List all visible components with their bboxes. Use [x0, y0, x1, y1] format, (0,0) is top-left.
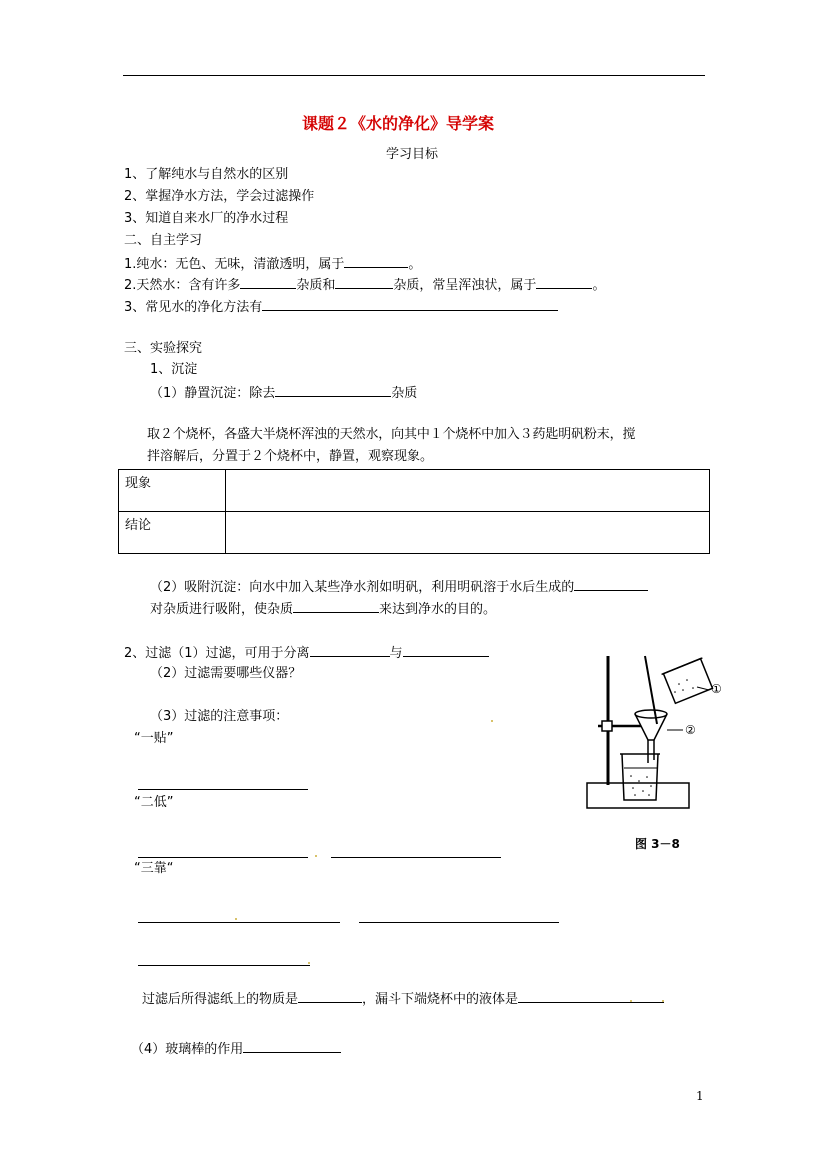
answer-line[interactable]: [138, 857, 308, 858]
procedure-line-2: 拌溶解后，分置于２个烧杯中，静置，观察现象。: [147, 449, 434, 464]
answer-blank[interactable]: [243, 1040, 341, 1053]
adsorption-line-1: [150, 578, 648, 596]
q2-text-c: 杂质，常呈浑浊状，属于: [393, 278, 537, 293]
answer-blank[interactable]: [518, 990, 664, 1003]
static-text-a: （1）静置沉淀：除去: [150, 386, 276, 401]
scan-speck: [662, 1000, 664, 1002]
yitie-label: “一贴”: [134, 731, 174, 746]
page-title: 课题２《水的净化》导学案: [302, 114, 495, 133]
after-text-a: 过滤后所得滤纸上的物质是: [142, 992, 299, 1007]
scan-speck: [315, 855, 317, 857]
answer-blank[interactable]: [403, 644, 489, 657]
q1-end: 。: [408, 257, 422, 272]
sankao-label: “三靠“: [134, 861, 174, 876]
after-text-b: ，漏斗下端烧杯中的液体是: [362, 992, 519, 1007]
objective-1: 1、了解纯水与自然水的区别: [124, 167, 289, 182]
q2-text-b: 杂质和: [296, 278, 336, 293]
funnel-rim: [635, 710, 667, 718]
filter-text-a: 2、过滤（1）过滤，可用于分离: [124, 646, 310, 661]
figure-caption: 图 3－8: [635, 837, 680, 851]
stand-base: [587, 783, 689, 808]
upper-beaker: [663, 659, 712, 704]
static-text-b: 杂质: [391, 386, 418, 401]
objective-2: 2、掌握净水方法，学会过滤操作: [124, 189, 315, 204]
figure-label-2: ②: [685, 723, 696, 737]
conclusion-cell[interactable]: [226, 512, 710, 554]
answer-blank[interactable]: [293, 600, 379, 613]
filtration-apparatus-figure: [575, 650, 715, 860]
answer-blank[interactable]: [262, 298, 558, 311]
answer-blank[interactable]: [335, 276, 393, 289]
answer-blank[interactable]: [240, 276, 296, 289]
objective-3: 3、知道自来水厂的净水过程: [124, 211, 289, 226]
page-number: 1: [696, 1089, 704, 1103]
experiment-heading: 三、实验探究: [124, 341, 203, 356]
adsorb-text-a: （2）吸附沉淀：向水中加入某些净水剂如明矾，利用明矾溶于水后生成的: [150, 580, 575, 595]
answer-line[interactable]: [138, 922, 340, 923]
header-rule: [123, 75, 705, 76]
answer-line[interactable]: [359, 922, 559, 923]
glass-rod-text: （4）玻璃棒的作用: [131, 1042, 244, 1057]
answer-line[interactable]: [138, 965, 310, 966]
answer-blank[interactable]: [298, 990, 362, 1003]
filtration-q3: （3）过滤的注意事项：: [150, 709, 289, 724]
answer-line[interactable]: [331, 857, 501, 858]
observation-table: [118, 469, 710, 554]
adsorb-text-b: 对杂质进行吸附，使杂质: [150, 602, 294, 617]
procedure-line-1: 取２个烧杯，各盛大半烧杯浑浊的天然水，向其中１个烧杯中加入３药匙明矾粉末，搅: [147, 427, 636, 442]
q2-text-d: 。: [592, 278, 606, 293]
filter-text-b: 与: [389, 646, 403, 661]
scan-speck: [308, 962, 310, 964]
scan-speck: [630, 1000, 632, 1002]
q3-text: 3、常见水的净化方法有: [124, 300, 263, 315]
adsorb-text-c: 来达到净水的目的。: [379, 602, 497, 617]
filtration-q1: [124, 644, 489, 662]
figure-label-1: ①: [711, 682, 722, 696]
adsorption-line-2: [150, 600, 496, 618]
answer-blank[interactable]: [275, 384, 391, 397]
sedimentation-heading: 1、沉淀: [150, 362, 198, 377]
objectives-heading: 学习目标: [386, 147, 439, 162]
self-study-q3: [124, 298, 558, 316]
glass-rod-question: [131, 1040, 341, 1058]
self-study-heading: 二、自主学习: [124, 233, 203, 248]
q2-text-a: 2.天然水：含有许多: [124, 278, 241, 293]
scan-speck: [235, 918, 237, 920]
static-sedimentation: [150, 384, 417, 402]
answer-blank[interactable]: [310, 644, 390, 657]
glass-rod: [645, 656, 657, 724]
table-row: [119, 512, 710, 554]
table-row: [119, 470, 710, 512]
self-study-q1: [124, 255, 421, 273]
row-label-conclusion: 结论: [119, 512, 226, 554]
answer-line[interactable]: [138, 789, 308, 790]
scan-speck: [491, 720, 493, 722]
answer-blank[interactable]: [574, 578, 648, 591]
erdi-label: “二低”: [134, 795, 174, 810]
after-filtration-question: [142, 990, 664, 1008]
q1-text: 1.纯水：无色、无味，清澈透明，属于: [124, 257, 345, 272]
answer-blank[interactable]: [536, 276, 592, 289]
filtration-q2: （2）过滤需要哪些仪器？: [150, 666, 302, 681]
answer-blank[interactable]: [344, 255, 408, 268]
phenomenon-cell[interactable]: [226, 470, 710, 512]
row-label-phenomenon: 现象: [119, 470, 226, 512]
self-study-q2: [124, 276, 605, 294]
